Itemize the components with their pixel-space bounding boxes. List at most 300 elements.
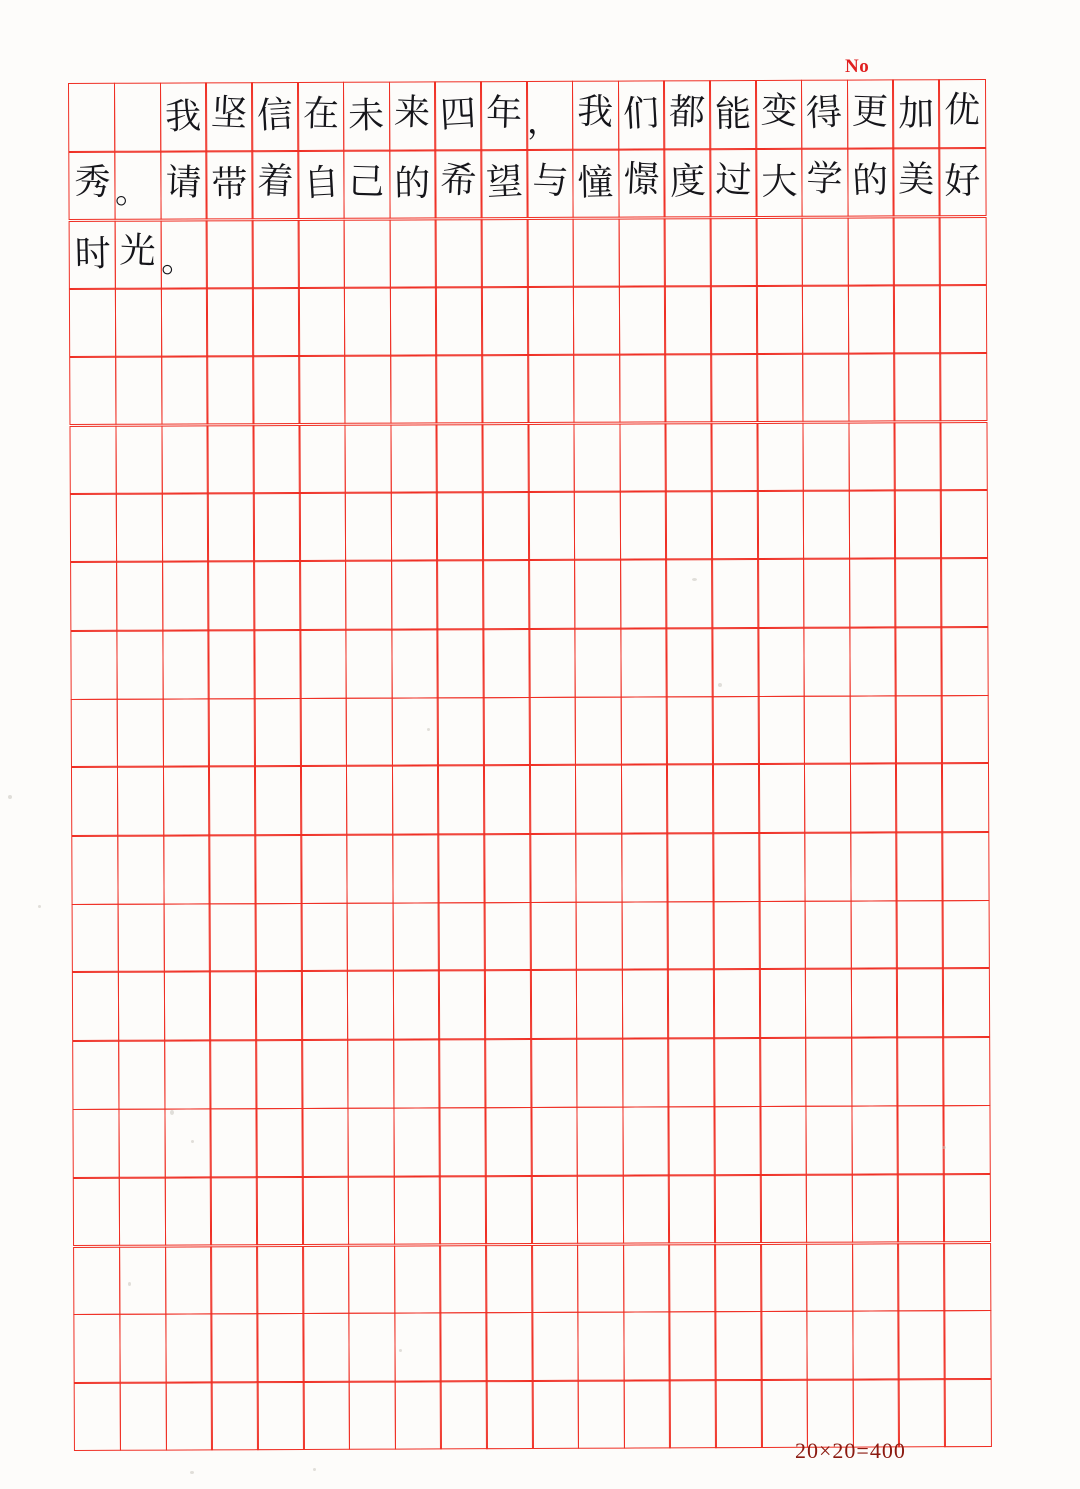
grid-cell[interactable] [347, 1040, 395, 1109]
grid-cell[interactable] [847, 80, 895, 149]
grid-cell[interactable] [299, 561, 347, 630]
grid-cell[interactable] [70, 562, 118, 631]
grid-cell[interactable] [618, 286, 666, 355]
grid-cell[interactable] [803, 696, 851, 765]
grid-cell[interactable] [210, 1108, 258, 1177]
grid-cell[interactable] [483, 834, 531, 903]
grid-cell[interactable] [621, 970, 669, 1039]
grid-cell[interactable] [526, 150, 574, 219]
grid-cell[interactable] [206, 288, 254, 357]
grid-cell[interactable] [255, 1040, 303, 1109]
grid-cell[interactable] [896, 969, 944, 1038]
grid-cell[interactable] [530, 902, 578, 971]
grid-cell[interactable] [939, 217, 987, 286]
grid-cell[interactable] [892, 80, 940, 149]
grid-cell[interactable] [577, 1244, 625, 1313]
grid-cell[interactable] [850, 764, 898, 833]
grid-cell[interactable] [484, 902, 532, 971]
grid-cell[interactable] [438, 971, 486, 1040]
grid-cell[interactable] [119, 1382, 167, 1451]
grid-cell[interactable] [622, 1175, 670, 1244]
grid-cell[interactable] [803, 559, 851, 628]
grid-cell[interactable] [618, 81, 666, 150]
grid-cell[interactable] [802, 423, 850, 492]
grid-cell[interactable] [711, 423, 759, 492]
grid-cell[interactable] [115, 357, 163, 426]
grid-cell[interactable] [572, 149, 620, 218]
grid-cell[interactable] [484, 970, 532, 1039]
grid-cell[interactable] [480, 81, 528, 150]
grid-cell[interactable] [118, 1041, 166, 1110]
grid-cell[interactable] [205, 83, 253, 152]
grid-cell[interactable] [619, 491, 667, 560]
grid-cell[interactable] [72, 1041, 120, 1110]
grid-cell[interactable] [251, 82, 299, 151]
grid-cell[interactable] [391, 697, 439, 766]
grid-cell[interactable] [665, 423, 713, 492]
grid-cell[interactable] [73, 1246, 121, 1315]
grid-cell[interactable] [162, 562, 210, 631]
grid-cell[interactable] [345, 630, 393, 699]
grid-cell[interactable] [527, 424, 575, 493]
grid-cell[interactable] [663, 81, 711, 150]
grid-cell[interactable] [114, 151, 162, 220]
grid-cell[interactable] [348, 1176, 396, 1245]
grid-cell[interactable] [348, 1381, 396, 1450]
grid-cell[interactable] [757, 491, 805, 560]
grid-cell[interactable] [712, 696, 760, 765]
grid-cell[interactable] [529, 834, 577, 903]
grid-cell[interactable] [119, 1177, 167, 1246]
grid-cell[interactable] [345, 698, 393, 767]
grid-cell[interactable] [804, 833, 852, 902]
grid-cell[interactable] [849, 695, 897, 764]
grid-cell[interactable] [622, 1107, 670, 1176]
grid-cell[interactable] [299, 493, 347, 562]
grid-cell[interactable] [391, 630, 439, 699]
grid-cell[interactable] [850, 900, 898, 969]
grid-cell[interactable] [711, 559, 759, 628]
grid-cell[interactable] [577, 1312, 625, 1381]
grid-cell[interactable] [393, 1108, 441, 1177]
grid-cell[interactable] [346, 835, 394, 904]
grid-cell[interactable] [530, 1039, 578, 1108]
grid-cell[interactable] [714, 1175, 762, 1244]
grid-cell[interactable] [254, 630, 302, 699]
grid-cell[interactable] [390, 492, 438, 561]
grid-cell[interactable] [760, 1311, 808, 1380]
grid-cell[interactable] [390, 355, 438, 424]
grid-cell[interactable] [712, 833, 760, 902]
grid-cell[interactable] [300, 766, 348, 835]
grid-cell[interactable] [206, 151, 254, 220]
grid-cell[interactable] [576, 1039, 624, 1108]
grid-cell[interactable] [713, 969, 761, 1038]
grid-cell[interactable] [576, 1107, 624, 1176]
grid-cell[interactable] [713, 901, 761, 970]
grid-cell[interactable] [895, 627, 943, 696]
grid-cell[interactable] [255, 903, 303, 972]
grid-cell[interactable] [805, 1038, 853, 1107]
grid-cell[interactable] [575, 902, 623, 971]
grid-cell[interactable] [852, 1311, 900, 1380]
grid-cell[interactable] [298, 220, 346, 289]
grid-cell[interactable] [757, 559, 805, 628]
grid-cell[interactable] [299, 630, 347, 699]
grid-cell[interactable] [252, 220, 300, 289]
grid-cell[interactable] [850, 969, 898, 1038]
grid-cell[interactable] [256, 1108, 304, 1177]
grid-cell[interactable] [301, 1108, 349, 1177]
grid-cell[interactable] [894, 558, 942, 627]
grid-cell[interactable] [714, 1244, 762, 1313]
grid-cell[interactable] [300, 698, 348, 767]
grid-cell[interactable] [759, 901, 807, 970]
grid-cell[interactable] [940, 558, 988, 627]
grid-cell[interactable] [118, 972, 166, 1041]
grid-cell[interactable] [715, 1380, 763, 1449]
grid-cell[interactable] [801, 148, 849, 217]
grid-cell[interactable] [530, 1107, 578, 1176]
grid-cell[interactable] [207, 493, 255, 562]
grid-cell[interactable] [760, 1174, 808, 1243]
grid-cell[interactable] [943, 1174, 991, 1243]
grid-cell[interactable] [69, 426, 117, 495]
grid-cell[interactable] [755, 80, 803, 149]
grid-cell[interactable] [210, 1177, 258, 1246]
grid-cell[interactable] [393, 1176, 441, 1245]
grid-cell[interactable] [893, 285, 941, 354]
grid-cell[interactable] [806, 1311, 854, 1380]
grid-cell[interactable] [208, 698, 256, 767]
grid-cell[interactable] [531, 1175, 579, 1244]
grid-cell[interactable] [486, 1312, 534, 1381]
grid-cell[interactable] [207, 356, 255, 425]
grid-cell[interactable] [848, 422, 896, 491]
grid-cell[interactable] [574, 491, 622, 560]
grid-cell[interactable] [483, 697, 531, 766]
grid-cell[interactable] [941, 695, 989, 764]
grid-cell[interactable] [297, 82, 345, 151]
grid-cell[interactable] [528, 492, 576, 561]
grid-cell[interactable] [302, 1176, 350, 1245]
grid-cell[interactable] [393, 1040, 441, 1109]
grid-cell[interactable] [485, 1245, 533, 1314]
grid-cell[interactable] [620, 696, 668, 765]
grid-cell[interactable] [437, 766, 485, 835]
grid-cell[interactable] [435, 287, 483, 356]
grid-cell[interactable] [252, 288, 300, 357]
grid-cell[interactable] [802, 354, 850, 423]
grid-cell[interactable] [897, 1038, 945, 1107]
grid-cell[interactable] [757, 628, 805, 697]
grid-cell[interactable] [389, 150, 437, 219]
grid-cell[interactable] [346, 766, 394, 835]
grid-cell[interactable] [850, 833, 898, 902]
grid-cell[interactable] [436, 424, 484, 493]
grid-cell[interactable] [574, 629, 622, 698]
grid-cell[interactable] [577, 1175, 625, 1244]
grid-cell[interactable] [847, 217, 895, 286]
grid-cell[interactable] [941, 832, 989, 901]
grid-cell[interactable] [804, 764, 852, 833]
grid-cell[interactable] [897, 1105, 945, 1174]
grid-cell[interactable] [573, 424, 621, 493]
grid-cell[interactable] [254, 698, 302, 767]
grid-cell[interactable] [164, 1109, 212, 1178]
grid-cell[interactable] [574, 697, 622, 766]
grid-cell[interactable] [895, 695, 943, 764]
grid-cell[interactable] [257, 1313, 305, 1382]
grid-cell[interactable] [394, 1245, 442, 1314]
grid-cell[interactable] [71, 836, 119, 905]
grid-cell[interactable] [709, 80, 757, 149]
grid-cell[interactable] [211, 1382, 259, 1451]
grid-cell[interactable] [164, 1041, 212, 1110]
grid-cell[interactable] [254, 766, 302, 835]
grid-cell[interactable] [801, 217, 849, 286]
grid-cell[interactable] [896, 832, 944, 901]
grid-cell[interactable] [210, 1041, 258, 1110]
grid-cell[interactable] [435, 219, 483, 288]
grid-cell[interactable] [483, 765, 531, 834]
grid-cell[interactable] [436, 355, 484, 424]
grid-cell[interactable] [758, 833, 806, 902]
grid-cell[interactable] [941, 627, 989, 696]
grid-cell[interactable] [346, 903, 394, 972]
grid-cell[interactable] [344, 287, 392, 356]
grid-cell[interactable] [803, 490, 851, 559]
grid-cell[interactable] [161, 356, 209, 425]
grid-cell[interactable] [71, 767, 119, 836]
grid-cell[interactable] [253, 493, 301, 562]
grid-cell[interactable] [621, 765, 669, 834]
grid-cell[interactable] [485, 1176, 533, 1245]
grid-cell[interactable] [756, 354, 804, 423]
grid-cell[interactable] [940, 422, 988, 491]
grid-cell[interactable] [301, 971, 349, 1040]
grid-cell[interactable] [669, 1380, 717, 1449]
grid-cell[interactable] [114, 83, 162, 152]
grid-cell[interactable] [668, 1175, 716, 1244]
grid-cell[interactable] [715, 1311, 763, 1380]
grid-cell[interactable] [665, 354, 713, 423]
grid-cell[interactable] [572, 81, 620, 150]
grid-cell[interactable] [348, 1313, 396, 1382]
grid-cell[interactable] [942, 900, 990, 969]
grid-cell[interactable] [440, 1313, 488, 1382]
grid-cell[interactable] [485, 1107, 533, 1176]
grid-cell[interactable] [303, 1382, 351, 1451]
grid-cell[interactable] [302, 1313, 350, 1382]
grid-cell[interactable] [347, 1108, 395, 1177]
grid-cell[interactable] [207, 425, 255, 494]
grid-cell[interactable] [210, 1246, 258, 1315]
grid-cell[interactable] [893, 217, 941, 286]
grid-cell[interactable] [849, 559, 897, 628]
grid-cell[interactable] [164, 1177, 212, 1246]
grid-cell[interactable] [390, 424, 438, 493]
grid-cell[interactable] [68, 83, 116, 152]
grid-cell[interactable] [528, 629, 576, 698]
grid-cell[interactable] [297, 151, 345, 220]
grid-cell[interactable] [851, 1038, 899, 1107]
grid-cell[interactable] [943, 1105, 991, 1174]
grid-cell[interactable] [439, 1040, 487, 1109]
grid-cell[interactable] [69, 357, 117, 426]
grid-cell[interactable] [941, 763, 989, 832]
grid-cell[interactable] [847, 148, 895, 217]
grid-cell[interactable] [211, 1314, 259, 1383]
grid-cell[interactable] [666, 696, 714, 765]
grid-cell[interactable] [760, 1243, 808, 1312]
grid-cell[interactable] [531, 1312, 579, 1381]
grid-cell[interactable] [254, 835, 302, 904]
grid-cell[interactable] [163, 903, 211, 972]
grid-cell[interactable] [623, 1312, 671, 1381]
grid-cell[interactable] [301, 903, 349, 972]
grid-cell[interactable] [668, 1244, 716, 1313]
grid-cell[interactable] [938, 148, 986, 217]
grid-cell[interactable] [389, 219, 437, 288]
grid-cell[interactable] [160, 83, 208, 152]
grid-cell[interactable] [529, 697, 577, 766]
grid-cell[interactable] [623, 1244, 671, 1313]
grid-cell[interactable] [209, 903, 257, 972]
grid-cell[interactable] [758, 764, 806, 833]
grid-cell[interactable] [439, 1245, 487, 1314]
grid-cell[interactable] [668, 1106, 716, 1175]
grid-cell[interactable] [756, 218, 804, 287]
grid-cell[interactable] [664, 149, 712, 218]
grid-cell[interactable] [619, 423, 667, 492]
grid-cell[interactable] [714, 1106, 762, 1175]
grid-cell[interactable] [940, 490, 988, 559]
grid-cell[interactable] [575, 765, 623, 834]
grid-cell[interactable] [481, 355, 529, 424]
grid-cell[interactable] [484, 1039, 532, 1108]
grid-cell[interactable] [532, 1381, 580, 1450]
grid-cell[interactable] [574, 560, 622, 629]
grid-cell[interactable] [207, 561, 255, 630]
grid-cell[interactable] [938, 79, 986, 148]
grid-cell[interactable] [300, 835, 348, 904]
grid-cell[interactable] [161, 425, 209, 494]
grid-cell[interactable] [480, 150, 528, 219]
grid-cell[interactable] [256, 1177, 304, 1246]
grid-cell[interactable] [116, 493, 164, 562]
grid-cell[interactable] [209, 972, 257, 1041]
grid-cell[interactable] [73, 1314, 121, 1383]
grid-cell[interactable] [894, 422, 942, 491]
grid-cell[interactable] [759, 1106, 807, 1175]
grid-cell[interactable] [573, 355, 621, 424]
grid-cell[interactable] [668, 1039, 716, 1108]
grid-cell[interactable] [526, 81, 574, 150]
grid-cell[interactable] [161, 493, 209, 562]
grid-cell[interactable] [758, 696, 806, 765]
grid-cell[interactable] [802, 285, 850, 354]
grid-cell[interactable] [620, 560, 668, 629]
grid-cell[interactable] [712, 764, 760, 833]
grid-cell[interactable] [208, 766, 256, 835]
grid-cell[interactable] [298, 287, 346, 356]
grid-cell[interactable] [253, 425, 301, 494]
grid-cell[interactable] [894, 353, 942, 422]
grid-cell[interactable] [665, 491, 713, 560]
grid-cell[interactable] [389, 82, 437, 151]
grid-cell[interactable] [943, 1243, 991, 1312]
grid-cell[interactable] [894, 490, 942, 559]
grid-cell[interactable] [851, 1106, 899, 1175]
grid-cell[interactable] [667, 901, 715, 970]
grid-cell[interactable] [344, 425, 392, 494]
grid-cell[interactable] [482, 560, 530, 629]
grid-cell[interactable] [301, 1040, 349, 1109]
grid-cell[interactable] [436, 492, 484, 561]
grid-cell[interactable] [438, 834, 486, 903]
grid-cell[interactable] [805, 1106, 853, 1175]
grid-cell[interactable] [481, 219, 529, 288]
grid-cell[interactable] [392, 902, 440, 971]
grid-cell[interactable] [755, 149, 803, 218]
grid-cell[interactable] [527, 219, 575, 288]
grid-cell[interactable] [343, 150, 391, 219]
grid-cell[interactable] [713, 1038, 761, 1107]
grid-cell[interactable] [939, 353, 987, 422]
grid-cell[interactable] [436, 560, 484, 629]
grid-cell[interactable] [438, 902, 486, 971]
grid-cell[interactable] [391, 561, 439, 630]
grid-cell[interactable] [252, 356, 300, 425]
grid-cell[interactable] [116, 631, 164, 700]
grid-cell[interactable] [759, 1038, 807, 1107]
grid-cell[interactable] [119, 1314, 167, 1383]
grid-cell[interactable] [165, 1382, 213, 1451]
grid-cell[interactable] [666, 628, 714, 697]
grid-cell[interactable] [71, 699, 119, 768]
grid-cell[interactable] [664, 218, 712, 287]
grid-cell[interactable] [209, 835, 257, 904]
grid-cell[interactable] [72, 972, 120, 1041]
grid-cell[interactable] [70, 494, 118, 563]
grid-cell[interactable] [851, 1174, 899, 1243]
grid-cell[interactable] [576, 970, 624, 1039]
grid-cell[interactable] [896, 900, 944, 969]
grid-cell[interactable] [897, 1243, 945, 1312]
grid-cell[interactable] [165, 1246, 213, 1315]
grid-cell[interactable] [528, 560, 576, 629]
grid-cell[interactable] [160, 151, 208, 220]
grid-cell[interactable] [70, 631, 118, 700]
grid-cell[interactable] [895, 764, 943, 833]
grid-cell[interactable] [847, 285, 895, 354]
grid-cell[interactable] [529, 765, 577, 834]
grid-cell[interactable] [804, 901, 852, 970]
grid-cell[interactable] [710, 286, 758, 355]
grid-cell[interactable] [118, 1109, 166, 1178]
grid-cell[interactable] [117, 904, 165, 973]
grid-cell[interactable] [437, 629, 485, 698]
grid-cell[interactable] [756, 423, 804, 492]
grid-cell[interactable] [392, 766, 440, 835]
grid-cell[interactable] [298, 356, 346, 425]
grid-cell[interactable] [709, 149, 757, 218]
grid-cell[interactable] [343, 82, 391, 151]
grid-cell[interactable] [394, 1313, 442, 1382]
grid-cell[interactable] [114, 220, 162, 289]
grid-cell[interactable] [939, 285, 987, 354]
